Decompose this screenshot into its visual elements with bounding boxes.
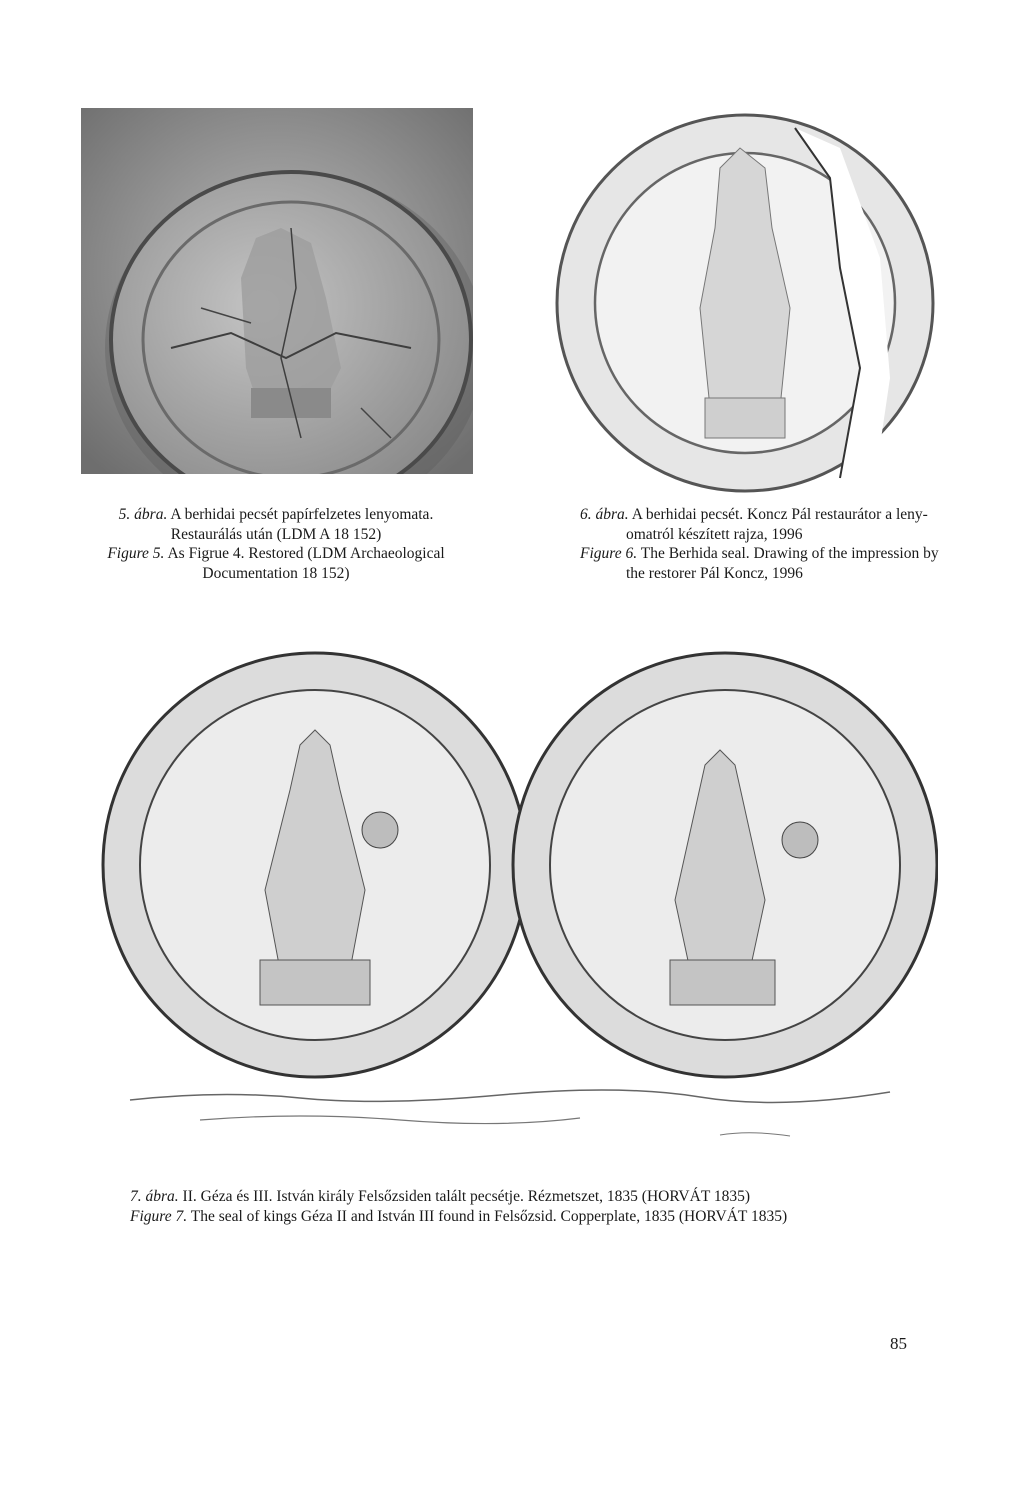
figure-6-caption [580,505,956,583]
caption-number: 5. ábra. [118,506,168,523]
caption-number: Figure 5. [107,545,165,562]
page-number: 85 [890,1334,907,1353]
caption-text: The seal of kings Géza II and István III found in Felsőzsid. Copperplate, 1835 (HORVÁT 1835) [190,1207,788,1225]
caption-text: Documentation 18 152) [202,564,350,582]
caption-text: A berhidai pecsét papírfelzetes lenyomata. [170,506,434,523]
caption-text: The Berhida seal. Drawing of the impression by [640,545,939,562]
caption-text: II. Géza és III. István király Felsőzsiden talált pecsétje. Rézmetszet, 1835 (HORVÁT 1835) [182,1188,751,1205]
figure-7-caption [130,1187,890,1226]
figure-7-copperplate [100,640,938,1155]
caption-text: the restorer Pál Koncz, 1996 [626,564,803,582]
figure-6-seal-drawing [540,108,950,493]
figure-5-caption [100,505,452,583]
caption-text: A berhidai pecsét. Koncz Pál restaurátor a leny- [631,506,928,523]
caption-text: omatról készített rajza, 1996 [626,525,803,543]
caption-text: As Figrue 4. Restored (LDM Archaeological [167,545,445,562]
caption-number: 7. ábra. [130,1188,179,1205]
caption-text: Restaurálás után (LDM A 18 152) [170,525,382,543]
caption-number: 6. ábra. [580,506,629,523]
figure-5-seal-photo [81,108,473,474]
caption-number: Figure 6. [580,545,638,562]
caption-number: Figure 7. [130,1207,188,1225]
